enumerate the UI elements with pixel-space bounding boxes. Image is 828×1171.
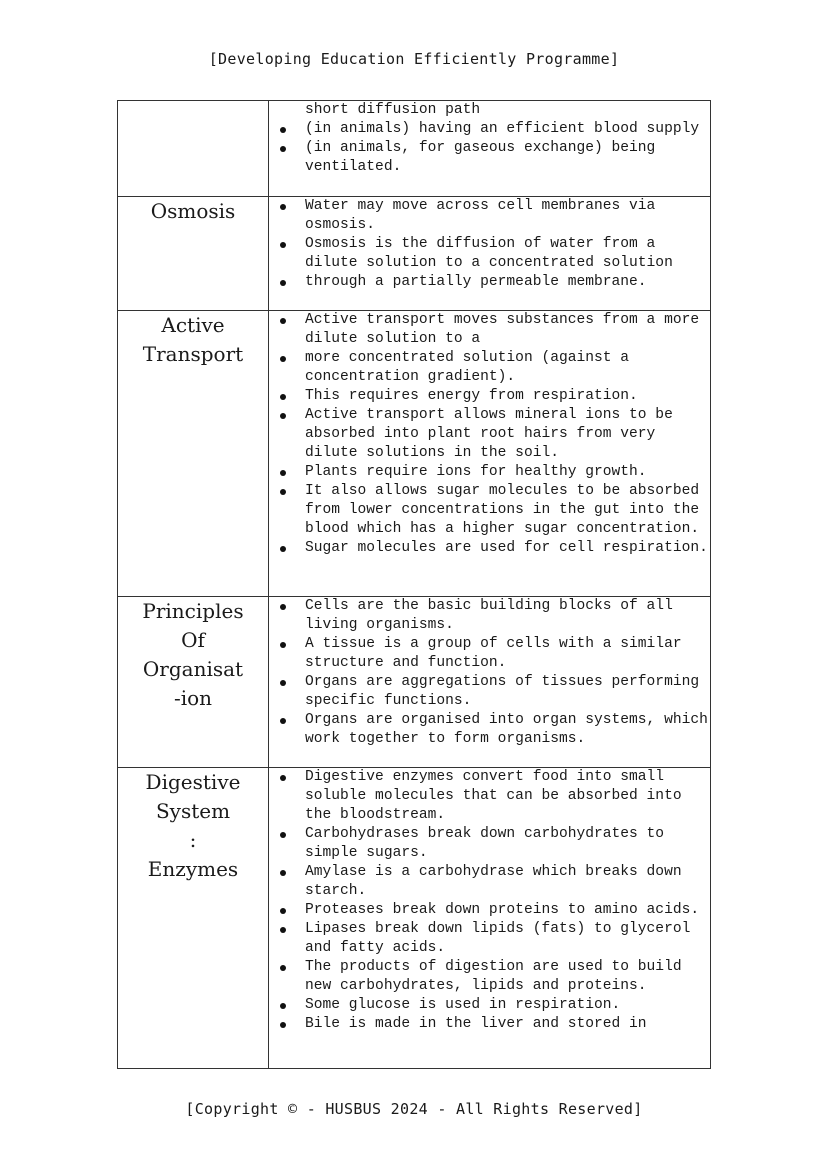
bullet-dot-icon [280, 908, 286, 914]
list-item [269, 139, 710, 177]
topic-cell [118, 768, 269, 1069]
bullet-text: Active transport allows mineral ions to be absorbed into plant root hairs from very dilute solutions in the soil. [305, 407, 673, 461]
bullet-text: through a partially permeable membrane. [305, 274, 647, 290]
list-item [269, 673, 710, 711]
list-item [269, 197, 710, 235]
bullet-text: It also allows sugar molecules to be absorbed from lower concentrations in the gut into the blood which has a higher sugar concentration. [305, 483, 700, 537]
bullet-text: Digestive enzymes convert food into small soluble molecules that can be absorbed into the bloodstream. [305, 769, 682, 823]
bullet-dot-icon [280, 318, 286, 324]
bullet-text: A tissue is a group of cells with a similar structure and function. [305, 636, 682, 671]
points-cell [269, 101, 711, 197]
bullet-dot-icon [280, 489, 286, 495]
topic-line: Organisat [142, 657, 244, 681]
bullet-dot-icon [280, 146, 286, 152]
topic-line: : [189, 828, 197, 852]
bullet-text: Amylase is a carbohydrase which breaks down starch. [305, 864, 682, 899]
topic-cell [118, 197, 269, 311]
list-item [269, 463, 710, 482]
bullet-list [269, 101, 710, 177]
bullet-text: (in animals) having an efficient blood supply [305, 121, 700, 137]
points-cell [269, 768, 711, 1069]
bullet-list [269, 311, 710, 558]
bullet-list [269, 597, 710, 749]
list-item [269, 387, 710, 406]
bullet-dot-icon [280, 356, 286, 362]
list-item [269, 920, 710, 958]
topic-cell [118, 597, 269, 768]
bullet-text: This requires energy from respiration. [305, 388, 638, 404]
bullet-text: (in animals, for gaseous exchange) being ventilated. [305, 140, 656, 175]
bullet-text: Organs are aggregations of tissues performing specific functions. [305, 674, 700, 709]
list-item [269, 120, 710, 139]
list-item [269, 768, 710, 825]
bullet-dot-icon [280, 280, 286, 286]
list-item [269, 825, 710, 863]
bullet-list [269, 768, 710, 1034]
list-item [269, 311, 710, 349]
list-item [269, 996, 710, 1015]
bullet-dot-icon [280, 642, 286, 648]
topic-line: Transport [142, 342, 244, 366]
bullet-dot-icon [280, 775, 286, 781]
bullet-dot-icon [280, 413, 286, 419]
list-item [269, 101, 710, 120]
topic-line: System [155, 799, 231, 823]
list-item [269, 901, 710, 920]
table-row [118, 597, 711, 768]
topic-line: Active [161, 313, 225, 337]
list-item [269, 273, 710, 292]
bullet-text: Plants require ions for healthy growth. [305, 464, 647, 480]
bullet-dot-icon [280, 546, 286, 552]
bullet-text: Active transport moves substances from a more dilute solution to a [305, 312, 700, 347]
page-footer: [Copyright © - HUSBUS 2024 - All Rights Reserved] [185, 1100, 643, 1118]
bullet-dot-icon [280, 965, 286, 971]
bullet-dot-icon [280, 718, 286, 724]
bullet-text: The products of digestion are used to build new carbohydrates, lipids and proteins. [305, 959, 682, 994]
bullet-dot-icon [280, 604, 286, 610]
list-item [269, 635, 710, 673]
list-item [269, 597, 710, 635]
list-item [269, 406, 710, 463]
bullet-dot-icon [280, 470, 286, 476]
bullet-text: Proteases break down proteins to amino acids. [305, 902, 700, 918]
bullet-dot-icon [280, 1003, 286, 1009]
table-row [118, 311, 711, 597]
points-cell [269, 597, 711, 768]
bullet-text: Organs are organised into organ systems, which work together to form organisms. [305, 712, 708, 747]
bullet-text: Bile is made in the liver and stored in [305, 1016, 647, 1032]
bullet-text: Carbohydrases break down carbohydrates to simple sugars. [305, 826, 665, 861]
bullet-dot-icon [280, 870, 286, 876]
bullet-text: Some glucose is used in respiration. [305, 997, 621, 1013]
points-cell [269, 197, 711, 311]
bullet-dot-icon [280, 1022, 286, 1028]
topic-cell [118, 311, 269, 597]
list-item [269, 958, 710, 996]
table-row [118, 101, 711, 197]
topic-line: Enzymes [147, 857, 239, 881]
list-item [269, 863, 710, 901]
topic-line: Of [181, 628, 205, 652]
bullet-dot-icon [280, 832, 286, 838]
bullet-dot-icon [280, 127, 286, 133]
topic-line: Osmosis [150, 199, 236, 223]
bullet-text: short diffusion path [305, 102, 481, 118]
notes-table-body [118, 101, 711, 1069]
list-item [269, 482, 710, 539]
bullet-text: Lipases break down lipids (fats) to glycerol and fatty acids. [305, 921, 691, 956]
bullet-text: Osmosis is the diffusion of water from a dilute solution to a concentrated solution [305, 236, 673, 271]
topic-line: Digestive [145, 770, 241, 794]
bullet-dot-icon [280, 927, 286, 933]
points-cell [269, 311, 711, 597]
topic-line: Principles [142, 599, 244, 623]
list-item [269, 235, 710, 273]
topic-line: -ion [173, 686, 213, 710]
bullet-text: more concentrated solution (against a concentration gradient). [305, 350, 630, 385]
notes-table [117, 100, 711, 1069]
page-header: [Developing Education Efficiently Programme] [208, 50, 620, 68]
table-row [118, 197, 711, 311]
list-item [269, 539, 710, 558]
bullet-dot-icon [280, 680, 286, 686]
list-item [269, 1015, 710, 1034]
bullet-dot-icon [280, 242, 286, 248]
list-item [269, 711, 710, 749]
bullet-dot-icon [280, 204, 286, 210]
bullet-text: Water may move across cell membranes via osmosis. [305, 198, 656, 233]
bullet-dot-icon [280, 394, 286, 400]
topic-cell [118, 101, 269, 197]
bullet-text: Sugar molecules are used for cell respiration. [305, 540, 708, 556]
table-row [118, 768, 711, 1069]
list-item [269, 349, 710, 387]
bullet-text: Cells are the basic building blocks of all living organisms. [305, 598, 673, 633]
bullet-list [269, 197, 710, 292]
